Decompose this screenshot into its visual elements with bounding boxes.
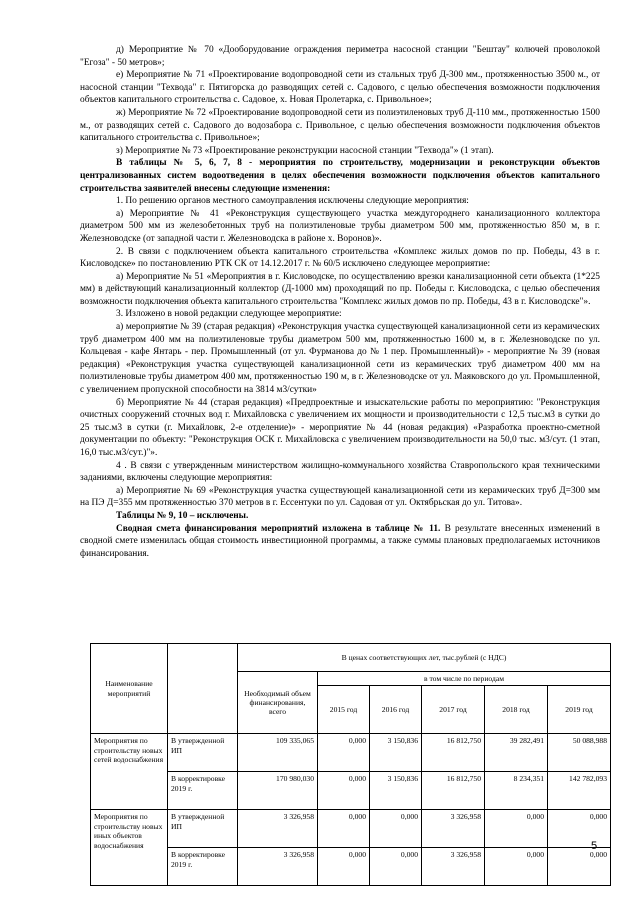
- paragraph: 3. Изложено в новой редакции следующее мероприятие:: [116, 309, 342, 320]
- year-header: 2019 год: [548, 686, 611, 734]
- value-cell: 0,000: [318, 772, 370, 810]
- paragraph: 4 . В связи с утвержденным министерством жилищно-коммунального хозяйства Ставропольского края техническими заданиями, включены следующие мероприятия:: [80, 460, 600, 484]
- final-paragraph-bold: Сводная смета финансирования мероприятий изложена в таблице № 11.: [116, 523, 441, 534]
- value-cell: 16 812,750: [422, 772, 485, 810]
- final-paragraph: [80, 523, 600, 561]
- subtype-column-header: [168, 644, 238, 734]
- table-row: [91, 772, 611, 810]
- year-header: 2016 год: [370, 686, 422, 734]
- paragraph: 1. По решению органов местного самоуправления исключены следующие мероприятия:: [116, 196, 469, 207]
- paragraph: д) Мероприятие № 70 «Дооборудование ограждения периметра насосной станции "Бештау" колючей проволокой "Егоза" - 50 метров»;: [80, 45, 600, 68]
- tables-excluded-note: Таблицы № 9, 10 – исключены.: [116, 510, 249, 521]
- year-header: 2017 год: [422, 686, 485, 734]
- prices-header: В ценах соответствующих лет, тыс.рублей (с НДС): [238, 644, 611, 672]
- total-cell: 170 980,030: [238, 772, 318, 810]
- year-header: 2015 год: [318, 686, 370, 734]
- year-header: 2018 год: [485, 686, 548, 734]
- table-row: [91, 810, 611, 848]
- total-financing-header: Необходимый объем финансирования, всего: [238, 672, 318, 734]
- value-cell: 142 782,093: [548, 772, 611, 810]
- paragraph: ж) Мероприятие № 72 «Проектирование водопроводной сети из полиэтиленовых труб Д-110 мм., протяженностью 1500 м., от разводящих сетей с. Садового до водозабора с. Привольное, с целью обеспечения возможности подключения объектов капитального строительства с. Привольное»;: [80, 107, 600, 144]
- value-cell: 0,000: [548, 848, 611, 886]
- document-body: [80, 44, 600, 560]
- paragraph: б) Мероприятие № 44 (старая редакция) «Предпроектные и изыскательские работы по мероприятию: "Реконструкция очистных сооружений сточных вод г. Михайловска с увеличением их мощности и производительности с 12,5 тыс.м3 в сутки до 25 тыс.м3 в сутки (г. Михайловк, 2-е отделение)» - мероприятие № 44 (новая редакция) «Разработка проектно-сметной документации по объекту: "Реконструкция ОСК г. Михайловска с увеличением производительности на 50,0 тыс. м3/сут. (1 этап, 16,0 тыс.м3/сут.)"».: [80, 397, 600, 458]
- value-cell: 0,000: [318, 848, 370, 886]
- value-cell: 16 812,750: [422, 734, 485, 772]
- value-cell: 0,000: [548, 810, 611, 848]
- paragraph-list: [80, 44, 600, 510]
- periods-header: в том числе по периодам: [318, 672, 611, 686]
- paragraph: В таблицы № 5, 6, 7, 8 - мероприятия по строительству, модернизации и реконструкции объектов централизованных систем водоотведения в целях обеспечения возможности подключения объектов капитального строительства заявителей внесены следующие изменения:: [80, 158, 600, 194]
- row-label-cell: В утвержденной ИП: [168, 810, 238, 848]
- paragraph: а) мероприятие № 39 (старая редакция) «Реконструкция участка существующей канализационной сети из керамических труб диаметром 400 мм на полиэтиленовые трубы диаметром 500 мм, протяженностью 1600 м, в г. Железноводске по ул. Кольцевая - кафе Янтарь - пер. Промышленный (от ул. Фурманова до № 1 пер. Промышленный)» - мероприятие № 39 (новая редакция) «Реконструкция участка существующей канализационной сети из керамических труб диаметром 400 мм на полиэтиленовые трубы диаметром 400 мм, протяженностью 190 м, в г. Железноводске от ул. Маяковского до ул. Промышленной, с увеличением пропускной способности на 3814 м3/сутки»: [80, 322, 600, 396]
- table-row: [91, 848, 611, 886]
- paragraph: е) Мероприятие № 71 «Проектирование водопроводной сети из стальных труб Д-300 мм., протяженностью 3500 м., от насосной станции "Техвода" г. Пятигорска до разводящих сетей с. Садового, с целью обеспечения возможности подключения объектов капитального строительства с. Садовое, х. Новая Пролетарка, с. Привольное»;: [80, 70, 600, 106]
- paragraph: а) Мероприятие № 41 «Реконструкция существующего участка междугороднего канализационного коллектора диаметром 500 мм из железобетонных труб на полиэтиленовые трубы диаметром 500 мм, протяженностью 850 м, в г. Железноводске (от западной части г. Железноводска в районе х. Воронов)».: [80, 208, 600, 244]
- value-cell: 8 234,351: [485, 772, 548, 810]
- name-column-header: Наименование мероприятий: [91, 644, 168, 734]
- value-cell: 3 150,836: [370, 734, 422, 772]
- total-cell: 3 326,958: [238, 848, 318, 886]
- row-label-cell: В корректировке 2019 г.: [168, 848, 238, 886]
- paragraph: з) Мероприятие № 73 «Проектирование реконструкции насосной станции "Техвода"» (1 этап).: [116, 145, 494, 156]
- paragraph: 2. В связи с подключением объекта капитального строительства «Комплекс жилых домов по пр. Победы, 43 в г. Кисловодске» по постановлению РТК СК от 14.12.2017 г. № 60/5 исключено следующее мероприятие:: [80, 246, 600, 270]
- group-name-cell: Мероприятия по строительству новых иных объектов водоснабжения: [91, 810, 168, 886]
- value-cell: 3 326,958: [422, 848, 485, 886]
- row-label-cell: В корректировке 2019 г.: [168, 772, 238, 810]
- row-label-cell: В утвержденной ИП: [168, 734, 238, 772]
- page-number: 5: [591, 840, 598, 852]
- value-cell: 0,000: [485, 810, 548, 848]
- final-paragraph-rest: В результате внесенных изменений в сводной смете изменилась общая стоимость инвестиционной программы, а также суммы плановых предполагаемых источников финансирования.: [80, 523, 600, 559]
- group-name-cell: Мероприятия по строительству новых сетей водоснабжения: [91, 734, 168, 810]
- paragraph: а) Мероприятие № 69 «Реконструкция участка существующей канализационной сети из керамических труб Д=300 мм на ПЭ Д=355 мм протяженностью 370 метров в г. Ессентуки по ул. Садовая от ул. Октябрьская до ул. Титова».: [80, 485, 600, 509]
- financing-table: [90, 643, 611, 886]
- value-cell: 39 282,491: [485, 734, 548, 772]
- value-cell: 0,000: [485, 848, 548, 886]
- value-cell: 0,000: [318, 810, 370, 848]
- table-row: [91, 734, 611, 772]
- value-cell: 50 088,988: [548, 734, 611, 772]
- value-cell: 3 150,836: [370, 772, 422, 810]
- total-cell: 109 335,065: [238, 734, 318, 772]
- value-cell: 0,000: [318, 734, 370, 772]
- value-cell: 0,000: [370, 810, 422, 848]
- paragraph: а) Мероприятие № 51 «Мероприятия в г. Кисловодске, по осуществлению врезки канализационной сети объекта (1*225 мм) в действующий канализационный коллектор (Д-1000 мм) проходящий по пр. Победы г. Кисловодска, с целью обеспечения возможности подключения объекта капитального строительства "Комплекс жилых домов по пр. Победы, 43 в г. Кисловодске"».: [80, 271, 600, 307]
- value-cell: 0,000: [370, 848, 422, 886]
- value-cell: 3 326,958: [422, 810, 485, 848]
- total-cell: 3 326,958: [238, 810, 318, 848]
